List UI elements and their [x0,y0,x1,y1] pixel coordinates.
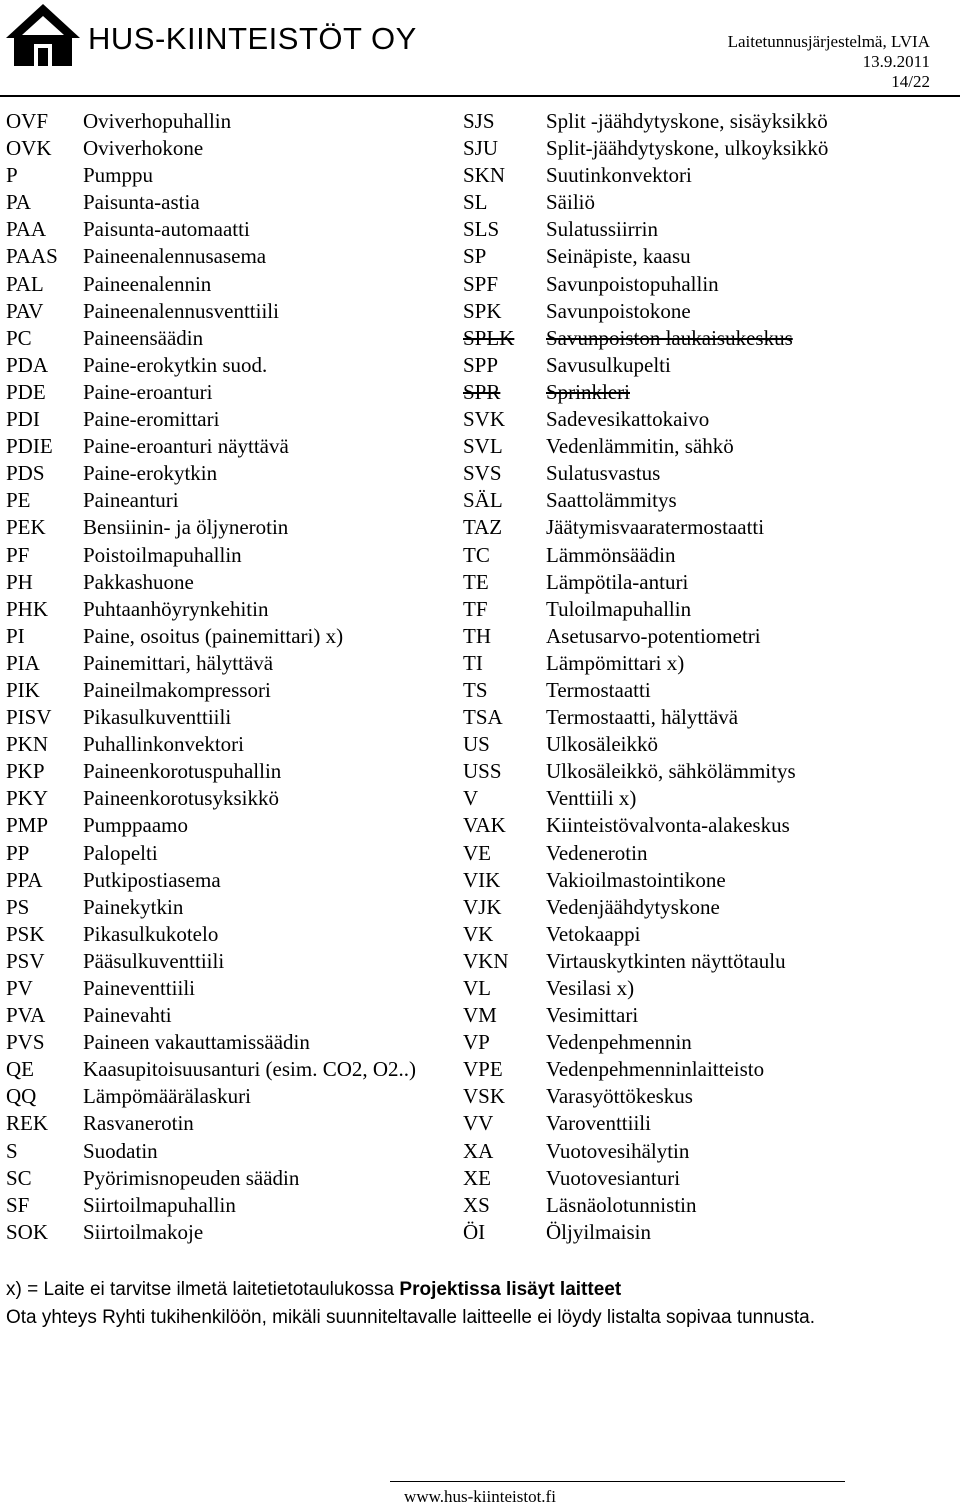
table-row [0,108,960,135]
code-left: PP [6,840,30,865]
table-row [0,1219,960,1246]
code-right: SKN [463,163,506,188]
desc-left: Bensiinin- ja öljynerotin [83,515,289,540]
table-row [0,298,960,325]
code-left: PVA [6,1003,46,1028]
code-left: PDE [6,379,46,404]
desc-left: Siirtoilmapuhallin [83,1192,236,1217]
code-right: V [463,786,479,811]
desc-right: Virtauskytkinten näyttötaulu [546,948,786,973]
header-info [728,32,930,92]
code-right: VL [463,976,491,1000]
code-right: TF [463,596,488,621]
code-right: SPK [463,298,502,323]
desc-right: Venttiili x) [546,786,637,811]
code-left: QQ [6,1084,37,1109]
desc-right: Split-jäähdytyskone, ulkoyksikkö [546,136,829,161]
desc-right: Sprinkleri [546,379,630,404]
code-right: VM [463,1003,497,1028]
table-row [0,948,960,975]
code-right: TAZ [463,515,503,540]
desc-right: Vakioilmastointikone [546,867,726,892]
desc-right: Sadevesikattokaivo [546,407,710,432]
system-name: Laitetunnusjärjestelmä, LVIA [727,32,930,51]
code-right: TC [463,542,490,567]
table-row [0,243,960,270]
desc-left: Paineventtiili [83,976,195,1000]
table-row [0,731,960,758]
code-left: PKN [6,732,49,757]
code-left: PDI [6,407,40,432]
desc-right: Lämpömittari x) [546,650,685,675]
code-left: PV [6,976,33,1000]
table-row [0,189,960,216]
desc-right: Sulatusvastus [546,461,661,486]
desc-right: Vedenlämmitin, sähkö [546,434,734,459]
code-right: TSA [463,705,503,730]
code-right: XA [463,1138,494,1163]
desc-right: Lämmönsäädin [546,542,676,567]
table-row [0,379,960,406]
desc-left: Paineensäädin [83,325,204,350]
table-row [0,975,960,1002]
code-left: PA [6,190,31,215]
desc-left: Paineen vakauttamissäädin [83,1030,310,1055]
code-right: VKN [463,948,509,973]
desc-left: Paineenalennusasema [83,244,267,269]
desc-left: Puhallinkonvektori [83,732,244,757]
code-left: SF [6,1192,30,1217]
desc-right: Vesilasi x) [546,976,635,1000]
code-left: PKY [6,786,49,811]
table-row [0,840,960,867]
table-row [0,325,960,352]
footer-url: www.hus-kiinteistot.fi [404,1487,556,1506]
code-right: USS [463,759,502,784]
code-left: PS [6,894,30,919]
desc-left: Suodatin [83,1138,158,1163]
code-right: SVK [463,407,506,432]
code-right: VIK [463,867,501,892]
desc-right: Vesimittari [546,1003,639,1028]
desc-left: Painevahti [83,1003,172,1028]
code-right: SVS [463,461,502,486]
note-prefix: x) = Laite ei tarvitse ilmetä laitetietotaulukossa [6,1279,400,1300]
code-left: OVK [6,136,52,161]
desc-left: Paine-erokytkin [83,461,218,486]
code-left: PAA [6,217,47,242]
code-right: SJU [463,136,499,161]
table-row [0,704,960,731]
table-row [0,271,960,298]
desc-left: Pumppu [83,163,154,188]
code-left: PSK [6,921,45,946]
desc-left: Paine, osoitus (painemittari) x) [83,623,344,648]
table-row [0,623,960,650]
desc-right: Vedenpehmennin [546,1030,692,1055]
code-left: PDIE [6,434,53,459]
desc-right: Vuotovesianturi [546,1165,681,1190]
desc-left: Paineilmakompressori [83,677,271,702]
table-row [0,1029,960,1056]
code-left: PMP [6,813,49,838]
desc-right: Ulkosäleikkö [546,732,658,757]
desc-left: Paineenalennusventtiili [83,298,279,323]
company-name: HUS-KIINTEISTÖT OY [88,21,417,56]
desc-right: Saattolämmitys [546,488,677,513]
code-right: TH [463,623,491,648]
code-left: PHK [6,596,49,621]
desc-right: Sulatussiirrin [546,217,659,242]
desc-right: Asetusarvo-potentiometri [546,623,761,648]
code-left: SOK [6,1219,49,1244]
code-right: VP [463,1030,490,1055]
desc-left: Paineenkorotuspuhallin [83,759,282,784]
table-row [0,650,960,677]
desc-right: Vedenjäähdytyskone [546,894,720,919]
code-right: TS [463,677,488,702]
code-right: TE [463,569,489,594]
desc-right: Vedenpehmenninlaitteisto [546,1057,765,1082]
code-left: PEK [6,515,46,540]
code-right: VJK [463,894,502,919]
desc-right: Kiinteistövalvonta-alakeskus [546,813,790,838]
document-date: 13.9.2011 [862,52,930,71]
desc-left: Pikasulkuventtiili [83,705,232,730]
desc-left: Paine-erokytkin suod. [83,352,268,377]
table-row [0,135,960,162]
footer-divider [390,1481,845,1482]
code-left: S [6,1138,18,1163]
desc-left: Kaasupitoisuusanturi (esim. CO2, O2..) [83,1057,417,1082]
code-right: SÄL [463,488,503,513]
note-line-2: Ota yhteys Ryhti tukihenkilöön, mikäli suunniteltavalle laitteelle ei löydy listalta sopivaa tunnusta. [6,1306,815,1328]
code-right: SPR [463,379,501,404]
desc-right: Jäätymisvaaratermostaatti [546,515,765,540]
code-left: PAV [6,298,44,323]
desc-right: Vuotovesihälytin [546,1138,690,1163]
desc-right: Varoventtiili [546,1111,651,1136]
code-right: SJS [463,109,495,133]
desc-right: Savunpoiston laukaisukeskus [546,325,793,350]
desc-left: Paineanturi [83,488,179,513]
desc-left: Paine-eromittari [83,407,220,432]
header-divider [0,95,960,97]
code-left: PDS [6,461,45,486]
desc-left: Lämpömäärälaskuri [83,1084,251,1109]
desc-left: Pääsulkuventtiili [83,948,225,973]
code-right: SPLK [463,325,515,350]
desc-left: Pakkashuone [83,569,194,594]
desc-right: Savunpoistokone [546,298,691,323]
code-left: PC [6,325,32,350]
code-left: PDA [6,352,49,377]
code-right: ÖI [463,1219,486,1244]
code-right: VPE [463,1057,503,1082]
desc-right: Säiliö [546,190,596,215]
desc-right: Vetokaappi [546,921,641,946]
desc-right: Seinäpiste, kaasu [546,244,691,269]
table-row [0,812,960,839]
desc-right: Ulkosäleikkö, sähkölämmitys [546,759,796,784]
house-logo-icon [4,2,82,68]
table-row [0,1083,960,1110]
desc-left: Paisunta-automaatti [83,217,250,242]
desc-left: Paine-eroanturi [83,379,213,404]
code-right: XE [463,1165,491,1190]
desc-left: Oviverhokone [83,136,204,161]
desc-right: Lämpötila-anturi [546,569,689,594]
page-number: 14/22 [891,72,930,91]
code-left: PE [6,488,31,513]
desc-right: Savusulkupelti [546,352,671,377]
code-left: PAL [6,271,44,296]
table-row [0,1110,960,1137]
code-right: XS [463,1192,490,1217]
desc-left: Paineenkorotusyksikkö [83,786,279,811]
desc-left: Paineenalennin [83,271,212,296]
table-row [0,921,960,948]
note-bold: Projektissa lisäyt laitteet [399,1279,622,1300]
code-right: SLS [463,217,500,242]
desc-right: Savunpoistopuhallin [546,271,719,296]
desc-right: Läsnäolotunnistin [546,1192,697,1217]
table-row [0,216,960,243]
desc-right: Öljyilmaisin [546,1219,651,1244]
table-row [0,406,960,433]
desc-left: Paisunta-astia [83,190,200,215]
code-left: OVF [6,109,49,133]
table-row [0,1192,960,1219]
desc-left: Oviverhopuhallin [83,109,232,133]
table-row [0,487,960,514]
code-right: VAK [463,813,506,838]
desc-right: Suutinkonvektori [546,163,692,188]
table-row [0,542,960,569]
note-line-1 [6,1276,836,1304]
desc-left: Poistoilmapuhallin [83,542,242,567]
table-row [0,460,960,487]
desc-right: Split -jäähdytyskone, sisäyksikkö [546,109,828,133]
code-right: SP [463,244,487,269]
code-right: SPF [463,271,499,296]
code-left: PI [6,623,25,648]
code-left: REK [6,1111,48,1136]
desc-right: Varasyöttökeskus [546,1084,693,1109]
code-left: PF [6,542,30,567]
company-logo [4,2,417,68]
code-left: PKP [6,759,45,784]
code-left: P [6,163,18,188]
table-row [0,1056,960,1083]
desc-left: Pyörimisnopeuden säädin [83,1165,300,1190]
code-left: SC [6,1165,32,1190]
code-right: SVL [463,434,503,459]
table-row [0,352,960,379]
code-right: US [463,732,490,757]
table-row [0,677,960,704]
desc-left: Painekytkin [83,894,184,919]
table-row [0,758,960,785]
desc-right: Termostaatti [546,677,651,702]
code-left: QE [6,1057,34,1082]
code-left: PPA [6,867,43,892]
table-row [0,569,960,596]
code-right: SL [463,190,488,215]
desc-left: Siirtoilmakoje [83,1219,204,1244]
code-right: VK [463,921,494,946]
desc-left: Painemittari, hälyttävä [83,650,274,675]
desc-left: Palopelti [83,840,158,865]
code-left: PIA [6,650,40,675]
desc-left: Putkipostiasema [83,867,221,892]
table-row [0,514,960,541]
code-left: PAAS [6,244,58,269]
table-row [0,596,960,623]
desc-left: Paine-eroanturi näyttävä [83,434,289,459]
code-right: VE [463,840,491,865]
desc-right: Tuloilmapuhallin [546,596,692,621]
code-left: PVS [6,1030,45,1055]
table-row [0,785,960,812]
desc-left: Pumppaamo [83,813,188,838]
table-row [0,433,960,460]
code-left: PISV [6,705,52,730]
desc-right: Vedenerotin [546,840,648,865]
code-right: SPP [463,352,499,377]
table-row [0,1165,960,1192]
code-right: TI [463,650,483,675]
table-row [0,867,960,894]
code-left: PH [6,569,33,594]
code-left: PSV [6,948,45,973]
code-left: PIK [6,677,40,702]
desc-left: Pikasulkukotelo [83,921,219,946]
desc-left: Rasvanerotin [83,1111,194,1136]
code-table [0,108,960,1246]
table-row [0,1138,960,1165]
desc-left: Puhtaanhöyrynkehitin [83,596,269,621]
desc-right: Termostaatti, hälyttävä [546,705,739,730]
notes [6,1276,836,1331]
code-right: VSK [463,1084,506,1109]
table-row [0,1002,960,1029]
table-row [0,894,960,921]
table-row [0,162,960,189]
code-right: VV [463,1111,494,1136]
